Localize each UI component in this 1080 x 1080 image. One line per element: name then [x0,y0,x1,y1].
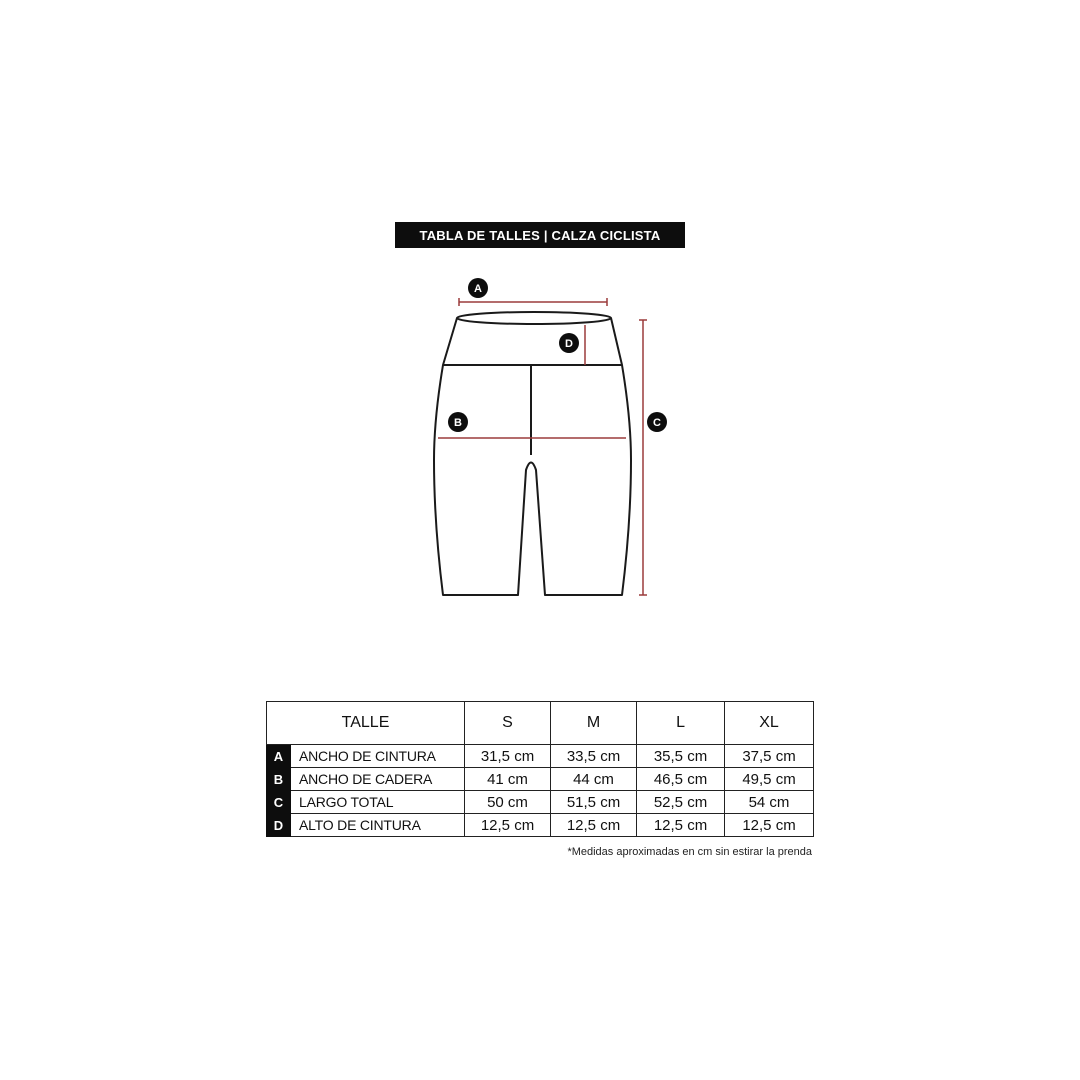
marker-d-label: D [565,338,573,350]
header-size-s: S [465,702,551,745]
cell-value: 12,5 cm [637,814,725,837]
row-letter: D [267,814,291,837]
table-row [267,745,814,768]
row-label: ALTO DE CINTURA [291,814,465,837]
marker-b-label: B [454,417,462,429]
measurement-note: *Medidas aproximadas en cm sin estirar la prenda [567,846,812,858]
cell-value: 31,5 cm [465,745,551,768]
marker-c-label: C [653,417,661,429]
row-label: ANCHO DE CADERA [291,768,465,791]
cell-value: 37,5 cm [725,745,814,768]
cell-value: 33,5 cm [551,745,637,768]
cell-value: 51,5 cm [551,791,637,814]
header-size-m: M [551,702,637,745]
cell-value: 54 cm [725,791,814,814]
cell-value: 12,5 cm [551,814,637,837]
header-size-l: L [637,702,725,745]
row-label: LARGO TOTAL [291,791,465,814]
marker-b [448,412,468,432]
marker-a [468,278,488,298]
header-size-xl: XL [725,702,814,745]
cell-value: 12,5 cm [465,814,551,837]
row-letter: B [267,768,291,791]
table-header-row [267,702,814,745]
cell-value: 41 cm [465,768,551,791]
table-row [267,791,814,814]
chart-title: TABLA DE TALLES | CALZA CICLISTA [395,222,685,248]
row-label: ANCHO DE CINTURA [291,745,465,768]
row-letter: A [267,745,291,768]
size-table [266,701,814,837]
marker-a-label: A [474,283,482,295]
cell-value: 52,5 cm [637,791,725,814]
row-letter: C [267,791,291,814]
marker-c [647,412,667,432]
cell-value: 49,5 cm [725,768,814,791]
cell-value: 12,5 cm [725,814,814,837]
marker-d [559,333,579,353]
header-talle: TALLE [267,702,465,745]
cell-value: 50 cm [465,791,551,814]
cell-value: 35,5 cm [637,745,725,768]
shorts-outline [434,312,631,595]
table-row [267,768,814,791]
cell-value: 44 cm [551,768,637,791]
table-row [267,814,814,837]
cell-value: 46,5 cm [637,768,725,791]
